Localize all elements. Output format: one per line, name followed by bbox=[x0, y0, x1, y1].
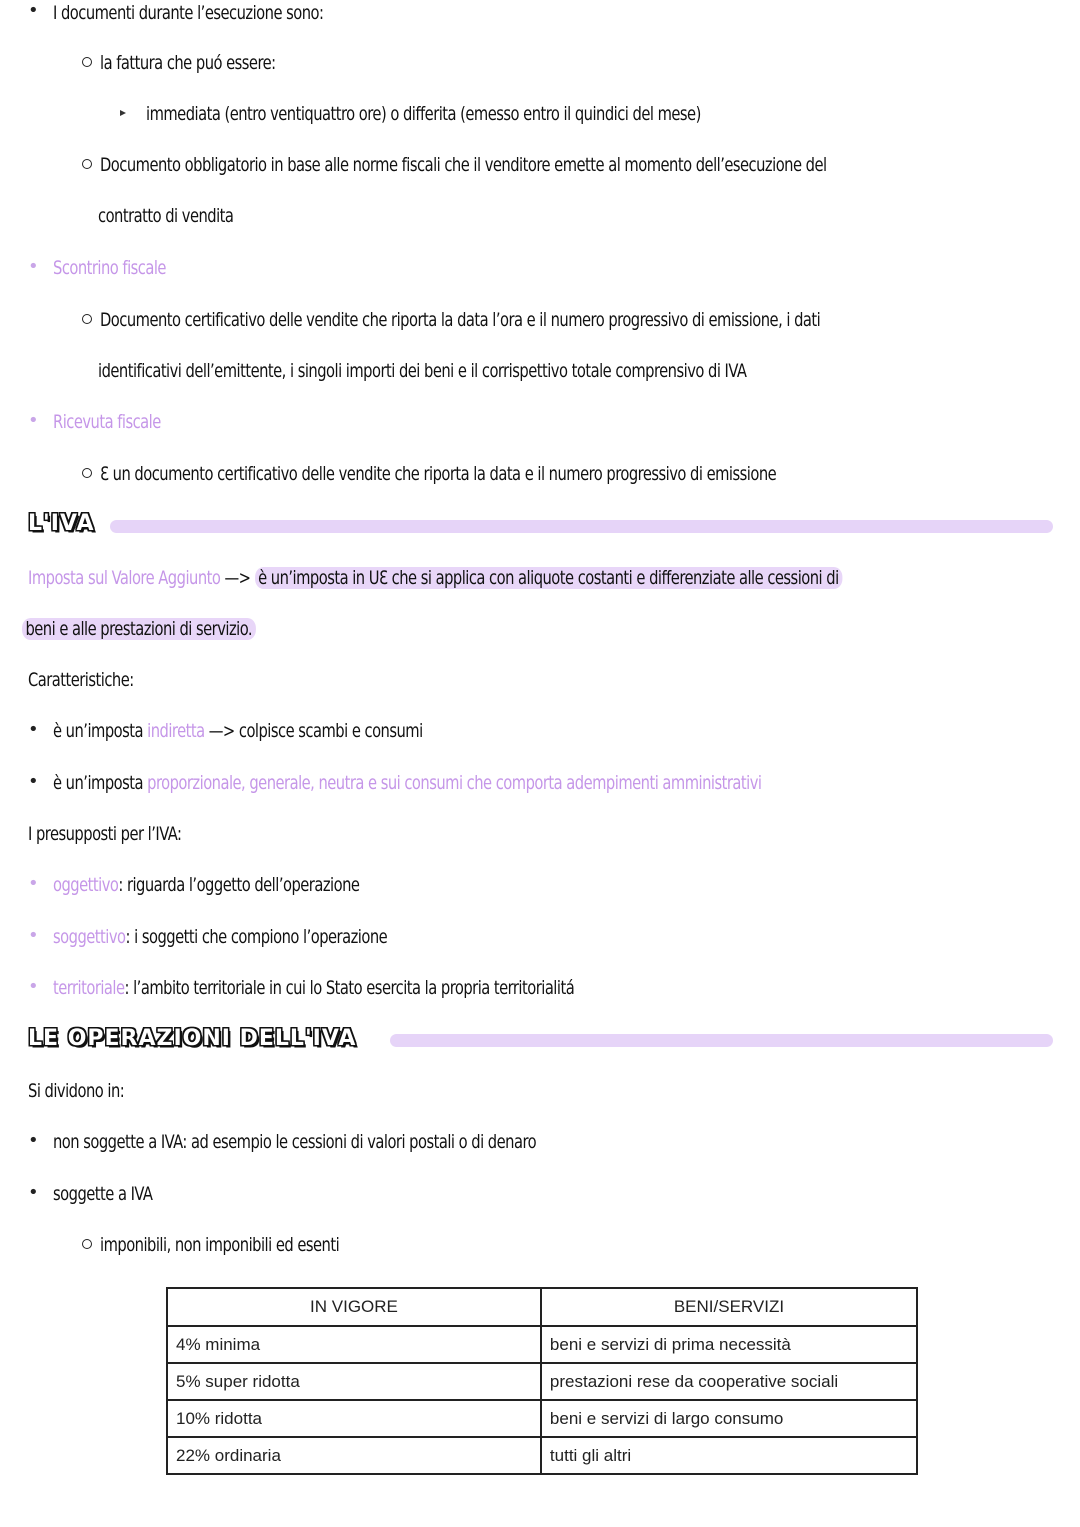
section-heading-operazioni: LE OPERAZIONI DELL'IVA bbox=[28, 1026, 357, 1051]
caratteristiche-label: Caratteristiche: bbox=[28, 669, 134, 691]
bullet-icon: • bbox=[28, 925, 39, 946]
presupposto-item: oggettivo: riguarda l’oggetto dell’operazione bbox=[53, 874, 360, 896]
fattura-label: la fattura che puó essere: bbox=[82, 48, 304, 78]
circle-bullet-icon bbox=[82, 1239, 92, 1249]
bullet-icon: • bbox=[28, 256, 39, 277]
operazioni-intro: Si dividono in: bbox=[28, 1080, 125, 1102]
arrow: —> bbox=[224, 567, 251, 589]
table-cell: prestazioni rese da cooperative sociali bbox=[541, 1363, 917, 1400]
bullet-icon: • bbox=[28, 719, 39, 740]
scontrino-title: Scontrino fiscale bbox=[53, 257, 166, 279]
table-cell: 22% ordinaria bbox=[167, 1437, 541, 1474]
bullet-icon: • bbox=[28, 1130, 39, 1151]
bullet-icon: • bbox=[28, 976, 39, 997]
operazioni-sub-item: imponibili, non imponibili ed esenti bbox=[82, 1230, 378, 1260]
vat-rates-table bbox=[166, 1287, 918, 1475]
triangle-bullet-icon bbox=[120, 110, 126, 116]
ricevuta-definition: Ɛ un documento certificativo delle vendite che riporta la data e il numero progressivo di emissione bbox=[82, 459, 886, 489]
table-cell: tutti gli altri bbox=[541, 1437, 917, 1474]
table-cell: beni e servizi di prima necessità bbox=[541, 1326, 917, 1363]
iva-definition-line1 bbox=[28, 563, 975, 593]
table-cell: 4% minima bbox=[167, 1326, 541, 1363]
table-row bbox=[167, 1437, 917, 1474]
circle-bullet-icon bbox=[82, 57, 92, 67]
presupposto-item: territoriale: l’ambito territoriale in cui lo Stato esercita la propria territorialitá bbox=[53, 977, 575, 999]
section-heading-iva: L'IVA bbox=[28, 511, 95, 536]
table-cell: beni e servizi di largo consumo bbox=[541, 1400, 917, 1437]
column-header: IN VIGORE bbox=[167, 1288, 541, 1326]
fattura-definition-line1: Documento obbligatorio in base alle norme fiscali che il venditore emette al momento dell’esecuzione del bbox=[82, 150, 945, 180]
scontrino-definition-line2: identificativi dell’emittente, i singoli importi dei beni e il corrispettivo totale comprensivo di IVA bbox=[98, 360, 747, 382]
iva-definition-line2 bbox=[22, 614, 294, 644]
ricevuta-title: Ricevuta fiscale bbox=[53, 411, 161, 433]
heading-underline-bar bbox=[390, 1034, 1053, 1047]
column-header: BENI/SERVIZI bbox=[541, 1288, 917, 1326]
operazioni-item: non soggette a IVA: ad esempio le cessioni di valori postali o di denaro bbox=[53, 1131, 537, 1153]
bullet-icon: • bbox=[28, 873, 39, 894]
documents-intro: I documenti durante l’esecuzione sono: bbox=[53, 2, 324, 24]
presupposti-label: I presupposti per l’IVA: bbox=[28, 823, 182, 845]
heading-underline-bar bbox=[110, 520, 1053, 533]
bullet-icon: • bbox=[28, 771, 39, 792]
scontrino-definition-line1: Documento certificativo delle vendite che riporta la data l’ora e il numero progressivo di emissione, i dati bbox=[82, 305, 937, 335]
presupposto-item: soggettivo: i soggetti che compiono l’operazione bbox=[53, 926, 388, 948]
fattura-definition-line2: contratto di vendita bbox=[98, 205, 234, 227]
table-header-row bbox=[167, 1288, 917, 1326]
circle-bullet-icon bbox=[82, 314, 92, 324]
circle-bullet-icon bbox=[82, 468, 92, 478]
highlighted-text: beni e alle prestazioni di servizio. bbox=[22, 618, 256, 640]
bullet-icon: • bbox=[28, 410, 39, 431]
iva-definition-term: Imposta sul Valore Aggiunto bbox=[28, 567, 221, 589]
table-row bbox=[167, 1400, 917, 1437]
table-cell: 5% super ridotta bbox=[167, 1363, 541, 1400]
bullet-icon: • bbox=[28, 0, 39, 21]
table-row bbox=[167, 1363, 917, 1400]
table-cell: 10% ridotta bbox=[167, 1400, 541, 1437]
operazioni-item: soggette a IVA bbox=[53, 1183, 153, 1205]
circle-bullet-icon bbox=[82, 159, 92, 169]
table-row bbox=[167, 1326, 917, 1363]
bullet-icon: • bbox=[28, 1182, 39, 1203]
caratteristica-item: è un’imposta indiretta —> colpisce scambi e consumi bbox=[53, 720, 423, 742]
caratteristica-item: è un’imposta proporzionale, generale, neutra e sui consumi che comporta adempimenti amministrativi bbox=[53, 772, 762, 794]
fattura-types: immediata (entro ventiquattro ore) o differita (emesso entro il quindici del mese) bbox=[120, 99, 791, 129]
highlighted-text: è un’imposta in UƐ che si applica con aliquote costanti e differenziate alle cessioni di bbox=[255, 567, 842, 589]
